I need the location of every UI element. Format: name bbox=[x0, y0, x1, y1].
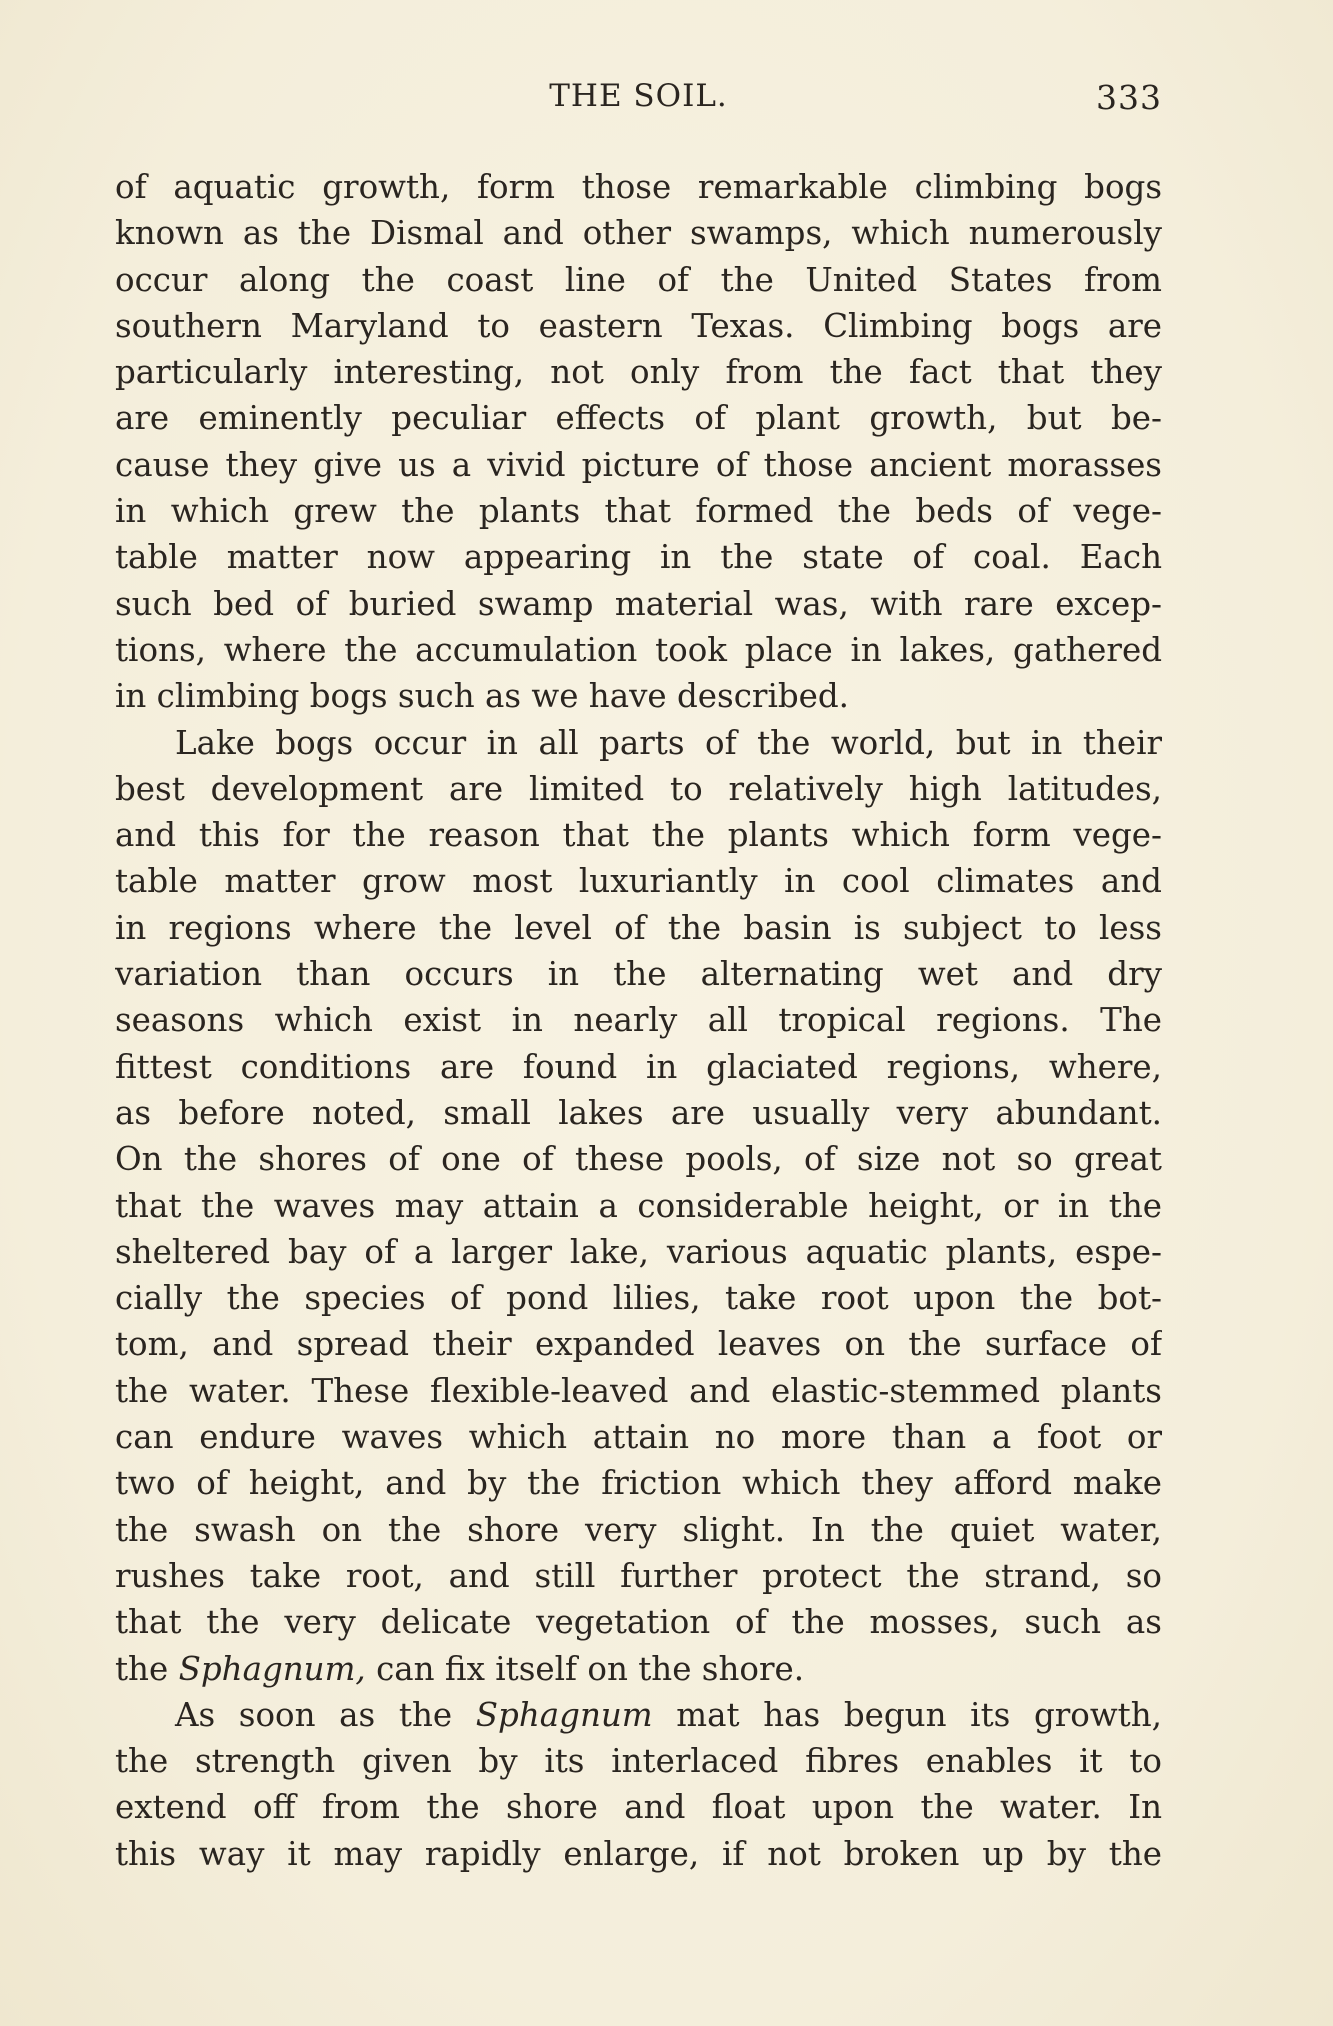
text-line: seasons which exist in nearly all tropical regions. The bbox=[115, 1001, 1162, 1040]
text-line: table matter now appearing in the state of coal. Each bbox=[115, 538, 1162, 577]
text-line: Lake bogs occur in all parts of the world, but in their bbox=[175, 723, 1162, 762]
text-line: the water. These flexible-leaved and elastic-stemmed plants bbox=[115, 1371, 1162, 1410]
paragraph-1 bbox=[115, 164, 1162, 720]
text-line: in climbing bogs such as we have described. bbox=[115, 677, 850, 716]
text-line: this way it may rapidly enlarge, if not broken up by the bbox=[115, 1834, 1162, 1873]
text-line: variation than occurs in the alternating wet and dry bbox=[115, 955, 1162, 994]
text-line: table matter grow most luxuriantly in cool climates and bbox=[115, 862, 1162, 901]
paragraph-2 bbox=[115, 720, 1162, 1692]
running-head: THE SOIL. bbox=[549, 78, 728, 114]
text-run: mat has begun its growth, bbox=[652, 1695, 1162, 1734]
text-line: that the very delicate vegetation of the mosses, such as bbox=[115, 1603, 1162, 1642]
text-line: cause they give us a vivid picture of those ancient morasses bbox=[115, 445, 1162, 484]
text-line: best development are limited to relatively high latitudes, bbox=[115, 769, 1162, 808]
body-text bbox=[115, 164, 1162, 1877]
text-run: As soon as the bbox=[175, 1695, 476, 1734]
text-run: the bbox=[115, 1649, 179, 1688]
text-line: two of height, and by the friction which they afford make bbox=[115, 1464, 1162, 1503]
text-line: cially the species of pond lilies, take root upon the bot- bbox=[115, 1279, 1162, 1318]
paragraph-3 bbox=[115, 1692, 1162, 1877]
text-run: can fix itself on the shore. bbox=[365, 1649, 805, 1688]
text-line: tom, and spread their expanded leaves on the surface of bbox=[115, 1325, 1162, 1364]
text-line: the swash on the shore very slight. In the quiet water, bbox=[115, 1510, 1162, 1549]
text-line: sheltered bay of a larger lake, various aquatic plants, espe- bbox=[115, 1232, 1162, 1271]
text-line: that the waves may attain a considerable height, or in the bbox=[115, 1186, 1162, 1225]
text-line: occur along the coast line of the United States from bbox=[115, 260, 1162, 299]
text-line bbox=[115, 1646, 1162, 1692]
text-line: particularly interesting, not only from the fact that they bbox=[115, 353, 1162, 392]
text-line: fittest conditions are found in glaciated regions, where, bbox=[115, 1047, 1162, 1086]
text-line: southern Maryland to eastern Texas. Climbing bogs are bbox=[115, 306, 1162, 345]
page-header bbox=[115, 78, 1162, 130]
italic-term: Sphagnum, bbox=[178, 1649, 366, 1688]
text-line: such bed of buried swamp material was, with rare excep- bbox=[115, 584, 1162, 623]
text-line: the strength given by its interlaced fibres enables it to bbox=[115, 1742, 1162, 1781]
italic-term: Sphagnum bbox=[475, 1695, 653, 1734]
text-line: tions, where the accumulation took place in lakes, gathered bbox=[115, 630, 1162, 669]
text-line: of aquatic growth, form those remarkable climbing bogs bbox=[115, 168, 1162, 206]
text-line: extend off from the shore and float upon the water. In bbox=[115, 1788, 1162, 1827]
text-line: as before noted, small lakes are usually very abundant. bbox=[115, 1093, 1162, 1132]
text-line: On the shores of one of these pools, of size not so great bbox=[115, 1140, 1162, 1179]
text-line: rushes take root, and still further protect the strand, so bbox=[115, 1556, 1162, 1595]
text-line: and this for the reason that the plants which form vege- bbox=[115, 816, 1162, 855]
text-line: are eminently peculiar effects of plant growth, but be- bbox=[115, 399, 1162, 438]
text-line bbox=[115, 1692, 1162, 1738]
text-line: can endure waves which attain no more than a foot or bbox=[115, 1418, 1162, 1457]
text-line: known as the Dismal and other swamps, which numerously bbox=[115, 214, 1162, 253]
page-number: 333 bbox=[1096, 78, 1162, 117]
text-line: in regions where the level of the basin is subject to less bbox=[115, 908, 1162, 947]
text-line: in which grew the plants that formed the beds of vege- bbox=[115, 492, 1162, 531]
